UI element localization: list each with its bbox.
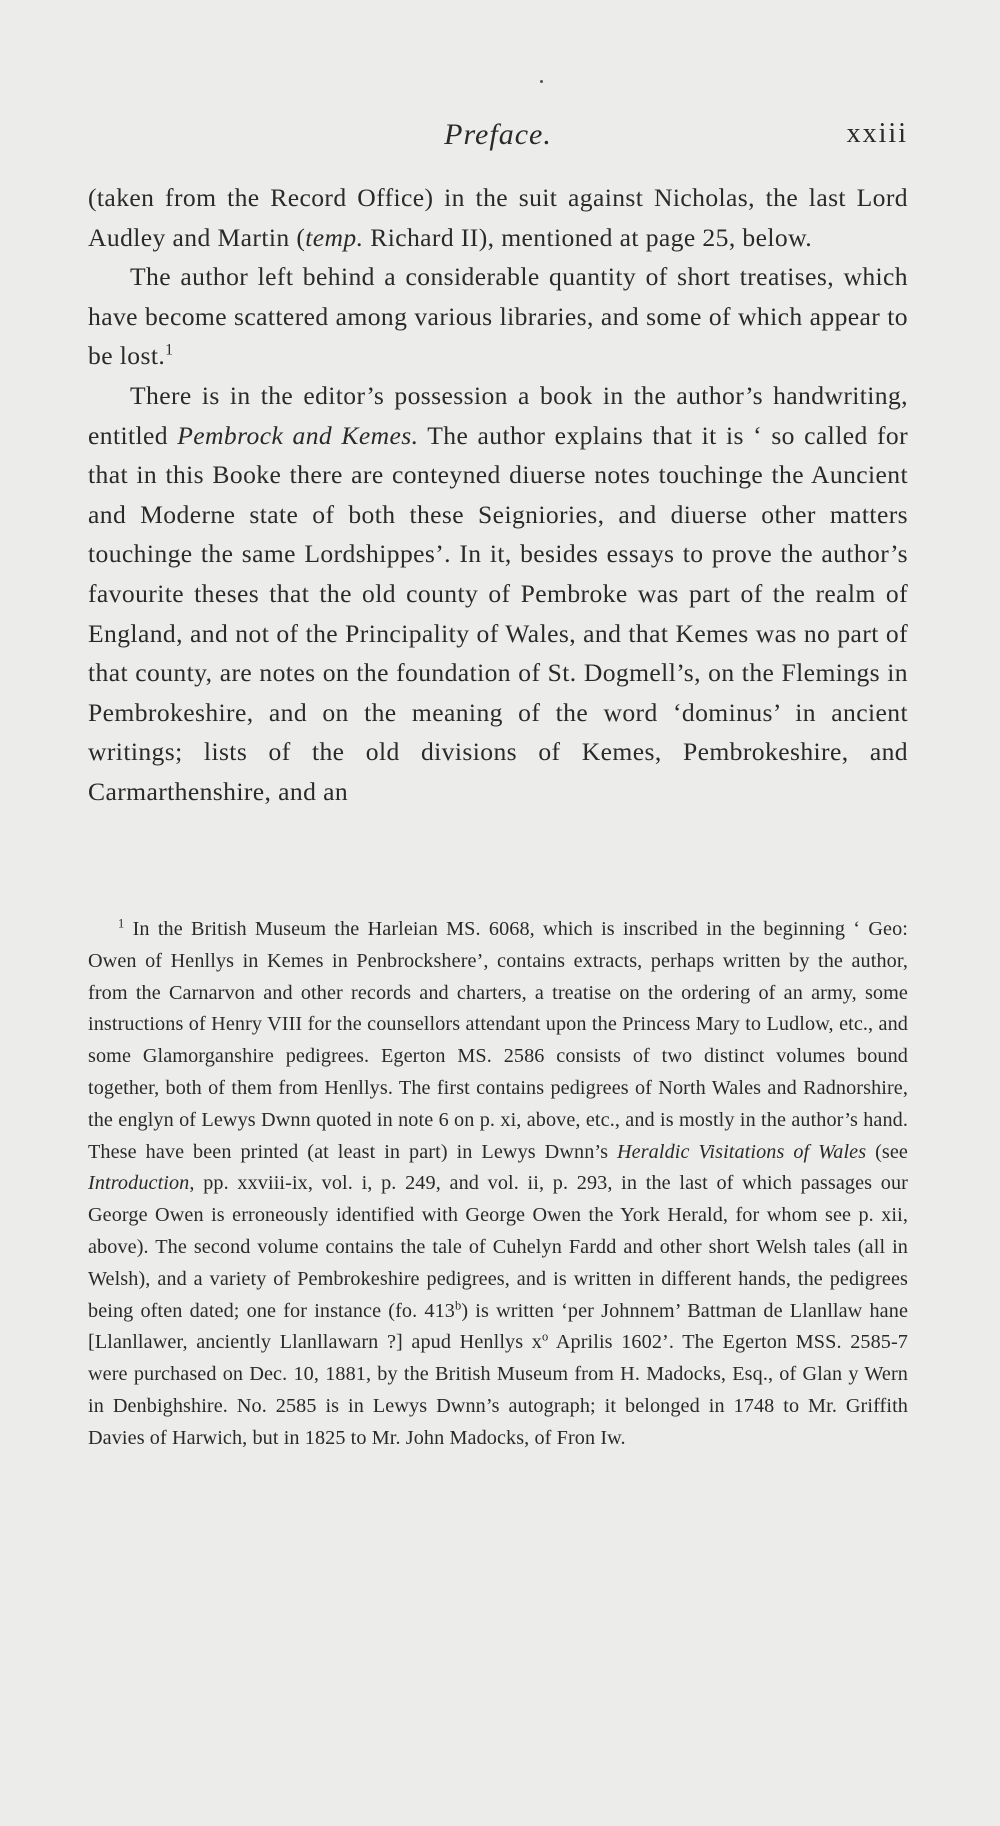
footnote-mark: 1: [118, 916, 125, 931]
paragraph: [88, 257, 908, 376]
page-number: xxiii: [846, 118, 908, 149]
text-run: Richard II), mentioned at page 25, below.: [363, 222, 813, 252]
italic-title: Heraldic Visitations of Wales: [616, 1140, 867, 1163]
text-run: In the British Museum the Harleian MS. 6068, which is inscribed in the beginning ‘ Geo: Owen of Henllys in Kemes in Penbrockshere’, contains extracts, perhaps written by the author, from the Carnarvon and other records and charters, a treatise on the ordering of an army, some instructions of Henry VIII for the counsellors attendant upon the Princess Mary to Ludlow, etc., and some Glamorganshire pedigrees. Egerton MS. 2586 consists of two distinct volumes bound together, both of them from Henllys. The first contains pedigrees of North Wales and Radnorshire, the englyn of Lewys Dwnn quoted in note 6 on p. xi, above, etc., and is mostly in the author’s hand. These have been printed (at least in part) in Lewys Dwnn’s: [88, 918, 908, 1163]
text-run: There is in the editor’s possession a book in the author’s handwriting, entitled: [88, 380, 908, 450]
ink-speck: [540, 80, 543, 83]
main-text: [88, 178, 908, 812]
italic-text: temp.: [305, 222, 364, 252]
superscript: o: [542, 1329, 549, 1344]
footnote-block: [88, 914, 908, 1455]
footnote: [88, 914, 908, 1455]
text-run: (taken from the Record Office) in the suit against Nicholas, the last Lord Audley and Martin (: [88, 183, 908, 252]
text-run: Aprilis 1602’. The Egerton MSS. 2585-7 were purchased on Dec. 10, 1881, by the British Museum from H. Madocks, Esq., of Glan y Wern in Denbighshire. No. 2585 is in Lewys Dwnn’s autograph; it belonged in 1748 to Mr. Griffith Davies of Harwich, but in 1825 to Mr. John Madocks, of Fron Iw.: [88, 1331, 908, 1449]
paragraph: [88, 376, 908, 812]
italic-title: Pembrock and Kemes.: [177, 420, 419, 450]
text-run: , pp. xxviii-ix, vol. i, p. 249, and vol. ii, p. 293, in the last of which passages our George Owen is erroneously identified with George Owen the York Herald, for whom see p. xii, above). The second volume contains the tale of Cuhelyn Fardd and other short Welsh tales (all in Welsh), and a variety of Pembrokeshire pedigrees, and is written in different hands, the pedigrees being often dated; one for instance (fo. 413: [88, 1172, 908, 1322]
italic-title: Introduction: [88, 1172, 190, 1195]
text-run: The author left behind a considerable quantity of short treatises, which have become scattered among various libraries, and some of which appear to be lost.: [88, 262, 908, 371]
text-run: ) is written ‘per Johnnem’ Battman de Llanllaw hane [Llanllawer, anciently Llanllawarn ?] apud Henllys x: [88, 1299, 908, 1354]
text-run: (see: [866, 1140, 908, 1163]
superscript: b: [454, 1297, 462, 1312]
text-run: The author explains that it is ‘ so called for that in this Booke there are conteyned diuerse notes touchinge the Auncient and Moderne state of both these Seigniories, and diuerse other matters touchinge the same Lordshippes’. In it, besides essays to prove the author’s favourite theses that the old county of Pembroke was part of the realm of England, and not of the Principality of Wales, and that Kemes was no part of that county, are notes on the foundation of St. Dogmell’s, on the Flemings in Pembrokeshire, and on the meaning of the word ‘dominus’ in ancient writings; lists of the old divisions of Kemes, Pembrokeshire, and Carmarthenshire, and an: [88, 420, 908, 806]
paragraph-continued: [88, 178, 908, 257]
page-header: [88, 118, 908, 158]
footnote-reference: 1: [165, 341, 174, 359]
running-title: Preface.: [444, 118, 552, 151]
